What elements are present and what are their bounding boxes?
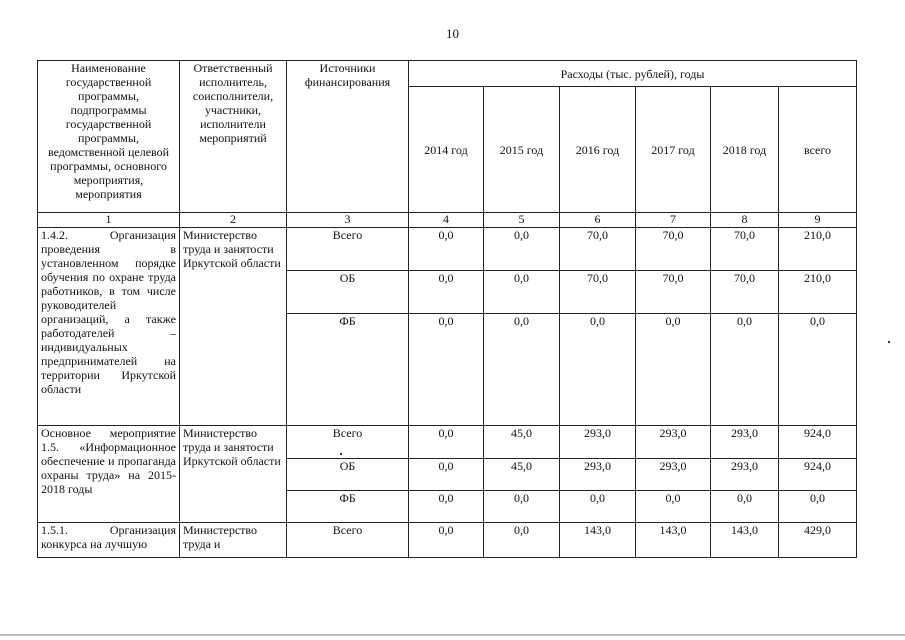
value-cell: 0,0 xyxy=(409,271,484,314)
column-number: 2 xyxy=(180,213,287,228)
value-cell: 293,0 xyxy=(560,426,636,459)
value-cell: 70,0 xyxy=(636,271,711,314)
header-funding-source: Источники финансирования xyxy=(287,61,409,213)
value-cell: 0,0 xyxy=(779,491,857,523)
table-row xyxy=(38,426,857,459)
value-cell: 70,0 xyxy=(560,271,636,314)
value-cell: 210,0 xyxy=(779,271,857,314)
value-cell: 143,0 xyxy=(560,523,636,558)
column-number: 4 xyxy=(409,213,484,228)
header-year-2014: 2014 год xyxy=(409,87,484,213)
value-cell: 293,0 xyxy=(711,459,779,491)
value-cell: 143,0 xyxy=(711,523,779,558)
program-name-cell: 1.5.1. Организация конкурса на лучшую xyxy=(38,523,180,558)
table-row xyxy=(38,228,857,271)
value-cell: 0,0 xyxy=(779,314,857,426)
value-cell: 0,0 xyxy=(409,228,484,271)
value-cell: 70,0 xyxy=(711,271,779,314)
program-name-cell: Основное мероприятие 1.5. «Информационное обеспечение и пропаганда охраны труда» на 2015-2018 годы xyxy=(38,426,180,523)
column-number: 5 xyxy=(484,213,560,228)
scan-edge-line xyxy=(0,634,905,636)
scan-speck xyxy=(888,341,890,343)
value-cell: 924,0 xyxy=(779,426,857,459)
value-cell: 924,0 xyxy=(779,459,857,491)
value-cell: 70,0 xyxy=(711,228,779,271)
value-cell: 210,0 xyxy=(779,228,857,271)
column-number: 9 xyxy=(779,213,857,228)
value-cell: 0,0 xyxy=(409,426,484,459)
funding-source-cell: Всего xyxy=(287,523,409,558)
value-cell: 293,0 xyxy=(636,426,711,459)
executor-cell: Министерство труда и занятости Иркутской области xyxy=(180,426,287,523)
funding-source-cell: ФБ xyxy=(287,314,409,426)
value-cell: 0,0 xyxy=(711,491,779,523)
column-number: 6 xyxy=(560,213,636,228)
value-cell: 45,0 xyxy=(484,459,560,491)
header-total: всего xyxy=(779,87,857,213)
program-name-cell: 1.4.2. Организация проведения в установленном порядке обучения по охране труда работников, в том числе руководителей организаций, а также работодателей – индивидуальных предпринимателей на территории Иркутской области xyxy=(38,228,180,426)
value-cell: 70,0 xyxy=(636,228,711,271)
value-cell: 0,0 xyxy=(409,314,484,426)
value-cell: 143,0 xyxy=(636,523,711,558)
funding-source-cell: ОБ xyxy=(287,459,409,491)
value-cell: 429,0 xyxy=(779,523,857,558)
value-cell: 0,0 xyxy=(484,271,560,314)
value-cell: 0,0 xyxy=(636,314,711,426)
scan-speck xyxy=(340,453,342,455)
header-row xyxy=(38,61,857,87)
value-cell: 0,0 xyxy=(409,523,484,558)
value-cell: 293,0 xyxy=(636,459,711,491)
header-year-2017: 2017 год xyxy=(636,87,711,213)
funding-source-cell: ОБ xyxy=(287,271,409,314)
table-row xyxy=(38,523,857,558)
value-cell: 45,0 xyxy=(484,426,560,459)
header-executor: Ответственный исполнитель, соисполнители, участники, исполнители мероприятий xyxy=(180,61,287,213)
header-program-name: Наименование государственной программы, подпрограммы государственной программы, ведомственной целевой программы, основного мероприятия, мероприятия xyxy=(38,61,180,213)
column-number: 1 xyxy=(38,213,180,228)
column-number: 3 xyxy=(287,213,409,228)
value-cell: 0,0 xyxy=(484,314,560,426)
header-expenses: Расходы (тыс. рублей), годы xyxy=(409,61,857,87)
column-number: 7 xyxy=(636,213,711,228)
value-cell: 0,0 xyxy=(560,491,636,523)
value-cell: 293,0 xyxy=(711,426,779,459)
header-year-2016: 2016 год xyxy=(560,87,636,213)
value-cell: 0,0 xyxy=(409,491,484,523)
value-cell: 70,0 xyxy=(560,228,636,271)
header-year-2018: 2018 год xyxy=(711,87,779,213)
column-numbers-row xyxy=(38,213,857,228)
funding-source-cell: Всего xyxy=(287,426,409,459)
header-year-2015: 2015 год xyxy=(484,87,560,213)
funding-source-cell: Всего xyxy=(287,228,409,271)
value-cell: 0,0 xyxy=(636,491,711,523)
page-number: 10 xyxy=(446,26,459,41)
value-cell: 0,0 xyxy=(711,314,779,426)
column-number: 8 xyxy=(711,213,779,228)
executor-cell: Министерство труда и xyxy=(180,523,287,558)
value-cell: 0,0 xyxy=(484,523,560,558)
budget-table xyxy=(37,60,857,558)
value-cell: 293,0 xyxy=(560,459,636,491)
value-cell: 0,0 xyxy=(409,459,484,491)
value-cell: 0,0 xyxy=(560,314,636,426)
value-cell: 0,0 xyxy=(484,491,560,523)
value-cell: 0,0 xyxy=(484,228,560,271)
executor-cell: Министерство труда и занятости Иркутской области xyxy=(180,228,287,426)
funding-source-cell: ФБ xyxy=(287,491,409,523)
